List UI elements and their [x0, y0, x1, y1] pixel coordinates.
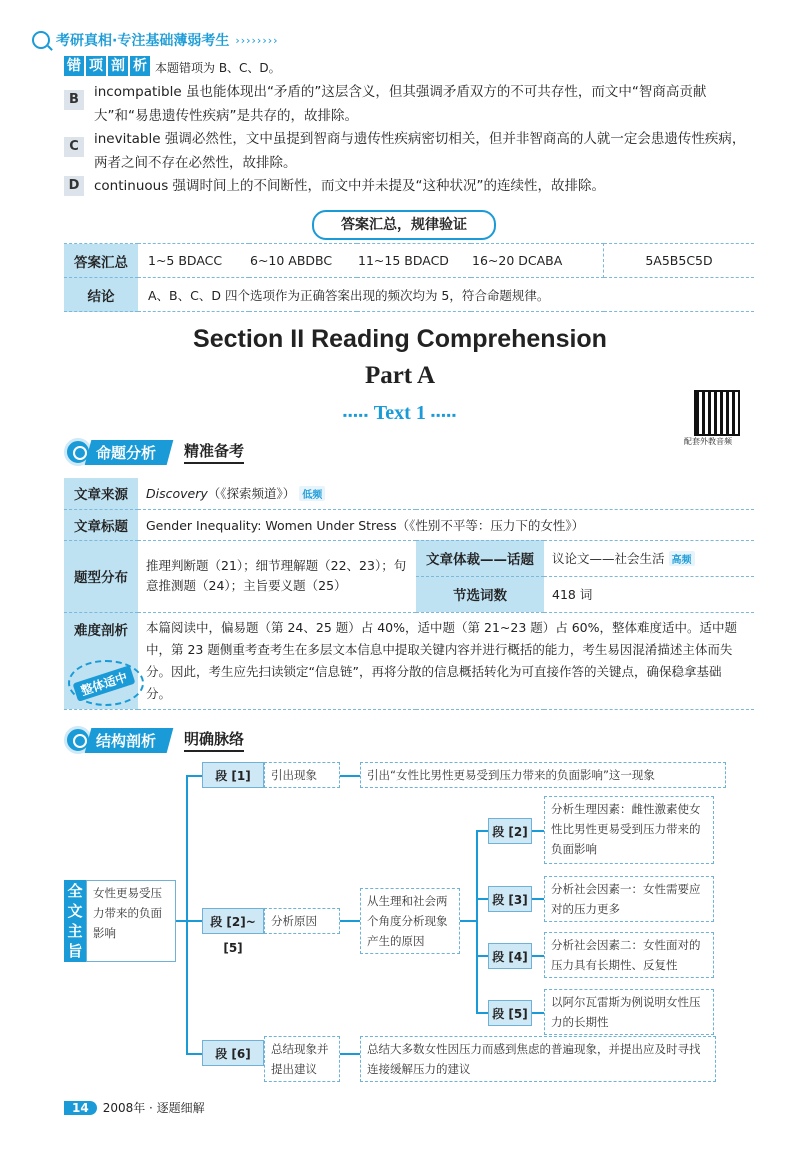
analysis-banner: 命题分析 精准备考	[64, 437, 244, 467]
connector	[476, 830, 488, 832]
connector	[532, 898, 544, 900]
connector	[476, 830, 478, 1014]
connector	[340, 1053, 360, 1055]
connector	[340, 775, 360, 777]
para-1-label: 段 [1]	[202, 762, 264, 788]
option-b: B incompatible 虽也能体现出“矛盾的”这层含义，但其强调矛盾双方的不可共存性，而文中“智商高贡献大”和“易患遗传性疾病”是共存的，故排除。	[64, 80, 754, 128]
error-analysis-tag: 错 项 剖 析	[64, 56, 150, 76]
frequency-tag: 高频	[669, 551, 695, 566]
option-d: D continuous 强调时间上的不间断性，而文中并未提及“这种状况”的连续性，故排除。	[64, 174, 754, 198]
para-2-5-mid: 从生理和社会两个角度分析现象产生的原因	[360, 888, 460, 954]
connector	[476, 1012, 488, 1014]
main-idea-label: 全文主旨	[64, 880, 86, 962]
search-icon	[32, 31, 50, 49]
para-6-label: 段 [6]	[202, 1040, 264, 1066]
answer-pattern: 5A5B5C5D	[604, 244, 755, 278]
para-2-text: 分析生理因素：雌性激素使女性比男性更易受到压力带来的负面影响	[544, 796, 714, 864]
page-number: 14	[64, 1101, 97, 1115]
footer-text: 2008年 · 逐题细解	[102, 1101, 205, 1115]
para-5-label: 段 [5]	[488, 1000, 532, 1026]
para-6-role: 总结现象并提出建议	[264, 1036, 340, 1082]
header-arrows: ››››››››	[235, 33, 279, 47]
part-title: Part A	[364, 362, 436, 389]
summary-pill: 答案汇总，规律验证	[312, 210, 496, 240]
connector	[532, 1012, 544, 1014]
structure-banner: 结构剖析 明确脉络	[64, 725, 244, 755]
analysis-table: 文章来源 Discovery（《探索频道》） 低频 文章标题 Gender Inequality: Women Under Stress（《性别不平等：压力下的女性》） 题型分布 推理判断题（21）；细节理解题（22、23）；句意推测题（24）；主旨要义题（25） 文章体裁——话题 议论文——社会生活 高频 节选词数 418 词 难度剖析 本篇阅读中，偏易题（第 24、25 题）占 40%，适中题（第 21~23 题）占 60%，整体难度适中。适中题中，第 23 题侧重考查考生在多层文本信息中提取关键内容并进行概括的能力，考生易因混淆描述主体而失分。因此，考生应先扫读锁定“信息链”，再将分散的信息概括转化为可直接作答的关键点，确保稳拿基础分。	[64, 478, 754, 710]
connector	[186, 775, 188, 1055]
main-idea-text: 女性更易受压力带来的负面影响	[86, 880, 176, 962]
frequency-tag: 低频	[299, 486, 325, 501]
page-footer	[64, 1099, 205, 1116]
header-title: 考研真相·专注基础薄弱考生	[56, 33, 230, 49]
error-note: 本题错项为 B、C、D。	[155, 61, 281, 75]
connector	[476, 898, 488, 900]
connector	[186, 775, 202, 777]
para-2-5-label: 段 [2]~[5]	[202, 908, 264, 934]
connector	[476, 955, 488, 957]
answer-label: 答案汇总	[64, 244, 138, 278]
para-4-label: 段 [4]	[488, 943, 532, 969]
connector	[186, 920, 202, 922]
qr-note: 配套外教音频	[684, 437, 732, 446]
para-1-detail: 引出“女性比男性更易受到压力带来的负面影响”这一现象	[360, 762, 726, 788]
qr-code-icon[interactable]	[694, 390, 740, 436]
connector	[340, 920, 360, 922]
connector	[532, 830, 544, 832]
para-6-detail: 总结大多数女性因压力而感到焦虑的普遍现象，并提出应及时寻找连接缓解压力的建议	[360, 1036, 716, 1082]
difficulty-stamp: 整体适中	[68, 660, 144, 706]
para-2-5-role: 分析原因	[264, 908, 340, 934]
text-title: ▪▪▪▪▪ Text 1 ▪▪▪▪▪	[342, 402, 458, 424]
connector	[186, 1053, 202, 1055]
para-3-text: 分析社会因素一：女性需要应对的压力更多	[544, 876, 714, 922]
para-2-label: 段 [2]	[488, 818, 532, 844]
conclusion-text: A、B、C、D 四个选项作为正确答案出现的频次均为 5，符合命题规律。	[138, 278, 754, 312]
answer-summary-table: 答案汇总 1~5 BDACC 6~10 ABDBC 11~15 BDACD 16~20 DCABA 5A5B5C5D 结论 A、B、C、D 四个选项作为正确答案出现的频次均为 5，符合命题规律。	[64, 243, 754, 312]
para-5-text: 以阿尔瓦雷斯为例说明女性压力的长期性	[544, 989, 714, 1035]
page-header	[32, 30, 279, 50]
para-3-label: 段 [3]	[488, 886, 532, 912]
connector	[176, 920, 186, 922]
para-4-text: 分析社会因素二：女性面对的压力具有长期性、反复性	[544, 932, 714, 978]
section-title: Section II Reading Comprehension	[193, 325, 607, 353]
difficulty-text: 本篇阅读中，偏易题（第 24、25 题）占 40%，适中题（第 21~23 题）占 60%，整体难度适中。适中题中，第 23 题侧重考查考生在多层文本信息中提取关键内容并进行概括的能力，考生易因混淆描述主体而失分。因此，考生应先扫读锁定“信息链”，再将分散的信息概括转化为可直接作答的关键点，确保稳拿基础分。	[138, 612, 754, 709]
conclusion-label: 结论	[64, 278, 138, 312]
option-c: C inevitable 强调必然性，文中虽提到智商与遗传性疾病密切相关，但并非智商高的人就一定会患遗传性疾病，两者之间不存在必然性，故排除。	[64, 127, 754, 175]
para-1-role: 引出现象	[264, 762, 340, 788]
connector	[532, 955, 544, 957]
connector	[460, 920, 476, 922]
